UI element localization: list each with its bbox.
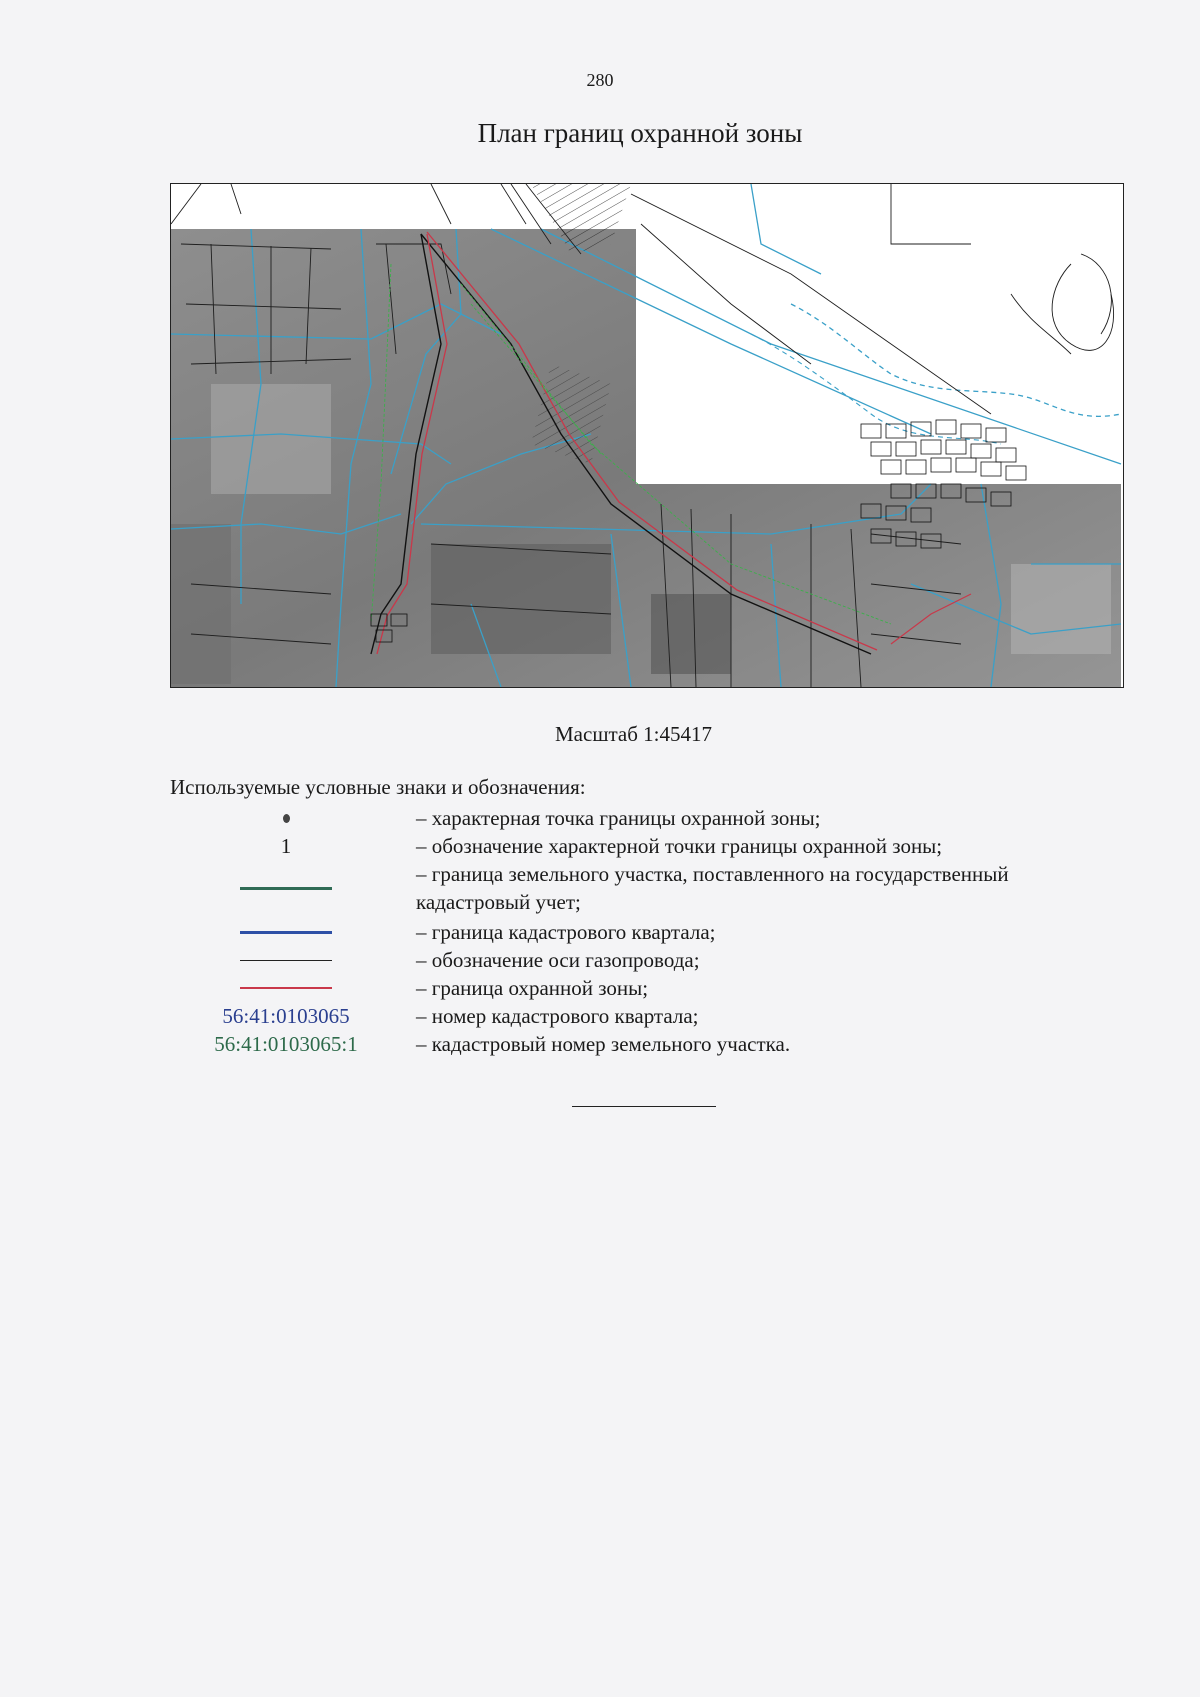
legend-symbol — [196, 1002, 376, 1030]
legend-symbol — [196, 946, 376, 974]
cadastral-map — [170, 183, 1124, 688]
legend-description: – характерная точка границы охранной зоны; — [416, 806, 821, 830]
point-marker-icon — [283, 814, 290, 823]
legend-description: – номер кадастрового квартала; — [416, 1004, 699, 1028]
map-scale: Масштаб 1:45417 — [555, 722, 713, 746]
satellite-field-dark — [171, 524, 231, 684]
legend-description: – граница охранной зоны; — [416, 976, 649, 1000]
satellite-field-light — [1011, 564, 1111, 654]
legend-description: – обозначение оси газопровода; — [416, 948, 700, 972]
end-divider — [572, 1106, 716, 1107]
quarter-number-sample: 56:41:0103065 — [222, 1003, 350, 1028]
legend-item-protected-zone — [0, 974, 1200, 1002]
legend-item-parcel-number — [0, 1030, 1200, 1058]
legend-symbol — [196, 832, 376, 860]
legend-symbol — [196, 874, 376, 902]
legend-heading: Используемые условные знаки и обозначения: — [170, 775, 586, 799]
legend-symbol — [196, 804, 376, 832]
point-number-label: 1 — [280, 833, 292, 858]
legend-item-point-label — [0, 832, 1200, 860]
legend-symbol — [196, 918, 376, 946]
legend-description: – кадастровый номер земельного участка. — [416, 1032, 791, 1056]
satellite-field-light — [211, 384, 331, 494]
river — [791, 304, 1121, 416]
page-title: План границ охранной зоны — [477, 118, 803, 148]
line-swatch — [240, 931, 332, 934]
page-number: 280 — [586, 70, 614, 90]
legend-symbol — [196, 974, 376, 1002]
legend-item-quarter-number — [0, 1002, 1200, 1030]
legend-description: – граница земельного участка, поставленного на государственный кадастровый учет; — [416, 862, 1009, 914]
satellite-field-dark — [651, 594, 731, 674]
map-drawing — [171, 184, 1123, 687]
legend-description: – граница кадастрового квартала; — [416, 920, 716, 944]
satellite-field-dark — [431, 544, 611, 654]
line-swatch — [240, 987, 332, 989]
legend-description: – обозначение характерной точки границы охранной зоны; — [416, 834, 943, 858]
legend-item-pipeline-axis — [0, 946, 1200, 974]
line-swatch — [240, 887, 332, 890]
line-swatch — [240, 960, 332, 961]
legend-symbol — [196, 1030, 376, 1058]
legend-item-quarter-boundary — [0, 918, 1200, 946]
legend-item-characteristic-point — [0, 804, 1200, 832]
legend-item-parcel-boundary — [0, 860, 1200, 916]
parcel-number-sample: 56:41:0103065:1 — [214, 1031, 358, 1056]
